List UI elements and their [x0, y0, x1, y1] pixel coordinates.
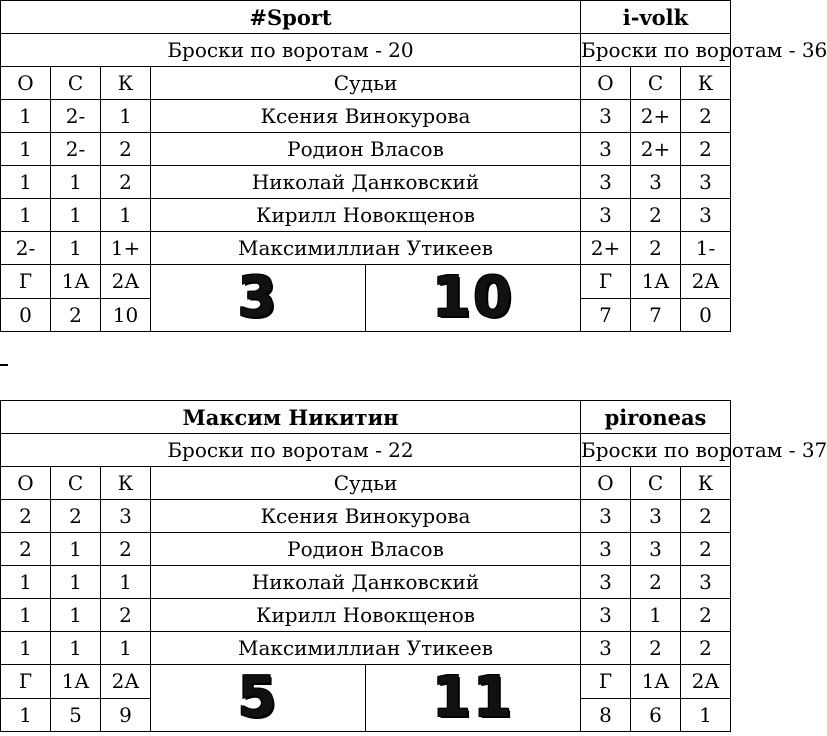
score-right: 10	[432, 265, 514, 330]
left-mark: 1	[51, 566, 101, 599]
right-mark: 2+	[631, 133, 681, 166]
right-mark: 2	[681, 599, 731, 632]
left-mark: 2-	[51, 100, 101, 133]
left-mark: 1	[1, 166, 51, 199]
right-mark: 3	[681, 566, 731, 599]
stat-header-right: 2А	[681, 665, 731, 699]
left-mark: 2	[101, 533, 151, 566]
score-left-box	[151, 265, 366, 331]
left-mark: 2	[1, 500, 51, 533]
header-c-left: С	[51, 467, 101, 500]
shots-row	[1, 434, 731, 467]
left-mark: 1	[51, 599, 101, 632]
right-mark: 3	[581, 500, 631, 533]
judge-name: Николай Данковский	[151, 166, 581, 199]
header-o-right: О	[581, 467, 631, 500]
stat-value-right: 6	[631, 698, 681, 732]
judge-row	[1, 199, 731, 232]
stat-value-left: 10	[101, 298, 151, 332]
header-k-left: К	[101, 67, 151, 100]
stat-value-right: 1	[681, 698, 731, 732]
judge-row	[1, 533, 731, 566]
left-mark: 2	[101, 166, 151, 199]
right-mark: 3	[681, 199, 731, 232]
right-mark: 2	[631, 232, 681, 265]
judge-name: Кирилл Новокщенов	[151, 199, 581, 232]
right-mark: 2	[681, 133, 731, 166]
right-mark: 3	[581, 599, 631, 632]
score-right-box	[366, 265, 580, 331]
right-mark: 1-	[681, 232, 731, 265]
judge-name: Родион Власов	[151, 533, 581, 566]
shots-right: Броски по воротам - 36	[581, 34, 731, 67]
stat-header-left: 1А	[51, 265, 101, 299]
stat-value-right: 7	[631, 298, 681, 332]
header-row	[1, 67, 731, 100]
judge-name: Максимиллиан Утикеев	[151, 632, 581, 665]
stat-header-right: Г	[581, 665, 631, 699]
header-k-left: К	[101, 467, 151, 500]
header-k-right: К	[681, 467, 731, 500]
left-mark: 1	[51, 232, 101, 265]
right-mark: 2	[631, 199, 681, 232]
left-mark: 2	[101, 133, 151, 166]
team-row	[1, 401, 731, 434]
judge-row	[1, 599, 731, 632]
judge-name: Ксения Винокурова	[151, 100, 581, 133]
header-c-left: С	[51, 67, 101, 100]
right-mark: 2	[681, 500, 731, 533]
judge-row	[1, 566, 731, 599]
right-mark: 3	[631, 533, 681, 566]
scoreboard-table	[0, 400, 827, 732]
judge-row	[1, 100, 731, 133]
stat-header-right: 1А	[631, 265, 681, 299]
judge-row	[1, 232, 731, 265]
stat-header-right: Г	[581, 265, 631, 299]
left-mark: 2	[1, 533, 51, 566]
stat-header-left: 1А	[51, 665, 101, 699]
stat-value-left: 0	[1, 298, 51, 332]
right-mark: 3	[631, 166, 681, 199]
left-mark: 1	[51, 199, 101, 232]
shots-right: Броски по воротам - 37	[581, 434, 731, 467]
stat-value-left: 5	[51, 698, 101, 732]
left-mark: 2-	[51, 133, 101, 166]
left-mark: 1	[51, 632, 101, 665]
judge-row	[1, 500, 731, 533]
left-mark: 1	[1, 100, 51, 133]
left-mark: 1	[1, 632, 51, 665]
score-right: 11	[432, 665, 514, 730]
left-mark: 1	[51, 166, 101, 199]
judge-row	[1, 133, 731, 166]
left-mark: 1	[1, 133, 51, 166]
score-left-box	[151, 665, 366, 731]
left-mark: 2-	[1, 232, 51, 265]
left-mark: 2	[51, 500, 101, 533]
left-mark: 1+	[101, 232, 151, 265]
left-mark: 2	[101, 599, 151, 632]
left-mark: 1	[1, 599, 51, 632]
score-area	[151, 265, 581, 332]
left-mark: 1	[1, 199, 51, 232]
right-mark: 3	[581, 199, 631, 232]
stat-value-left: 9	[101, 698, 151, 732]
judge-row	[1, 166, 731, 199]
right-mark: 3	[581, 100, 631, 133]
stat-value-left: 1	[1, 698, 51, 732]
judge-name: Максимиллиан Утикеев	[151, 232, 581, 265]
right-mark: 2+	[631, 100, 681, 133]
right-mark: 2+	[581, 232, 631, 265]
stat-header-left: Г	[1, 665, 51, 699]
stat-header-left: 2А	[101, 265, 151, 299]
left-mark: 3	[101, 500, 151, 533]
right-mark: 3	[581, 533, 631, 566]
team-right-name: i-volk	[581, 1, 731, 34]
match-table-2	[0, 400, 827, 732]
header-k-right: К	[681, 67, 731, 100]
judge-name: Николай Данковский	[151, 566, 581, 599]
match-table-1	[0, 0, 827, 332]
right-mark: 2	[681, 100, 731, 133]
score-left: 3	[237, 265, 279, 330]
judge-name: Кирилл Новокщенов	[151, 599, 581, 632]
team-left-name: #Sport	[1, 1, 581, 34]
judge-row	[1, 632, 731, 665]
stat-header-right: 1А	[631, 665, 681, 699]
right-mark: 2	[681, 533, 731, 566]
right-mark: 3	[581, 632, 631, 665]
left-mark: 1	[101, 566, 151, 599]
team-right-name: pironeas	[581, 401, 731, 434]
right-mark: 3	[631, 500, 681, 533]
stat-header-row	[1, 665, 731, 699]
left-mark: 1	[101, 632, 151, 665]
stat-header-left: Г	[1, 265, 51, 299]
judge-name: Ксения Винокурова	[151, 500, 581, 533]
right-mark: 3	[581, 566, 631, 599]
shots-left: Броски по воротам - 20	[1, 34, 581, 67]
header-judges: Судьи	[151, 467, 581, 500]
header-judges: Судьи	[151, 67, 581, 100]
header-c-right: С	[631, 67, 681, 100]
right-mark: 2	[681, 632, 731, 665]
header-c-right: С	[631, 467, 681, 500]
score-right-box	[366, 665, 580, 731]
shots-row	[1, 34, 731, 67]
stat-value-left: 2	[51, 298, 101, 332]
left-mark: 1	[1, 566, 51, 599]
right-mark: 2	[631, 566, 681, 599]
judge-name: Родион Власов	[151, 133, 581, 166]
right-mark: 3	[681, 166, 731, 199]
score-left: 5	[237, 665, 279, 730]
team-row	[1, 1, 731, 34]
stat-value-right: 0	[681, 298, 731, 332]
stat-value-right: 8	[581, 698, 631, 732]
scoreboard-table	[0, 0, 827, 332]
left-mark: 1	[101, 100, 151, 133]
right-mark: 3	[581, 133, 631, 166]
header-o-right: О	[581, 67, 631, 100]
stat-header-left: 2А	[101, 665, 151, 699]
right-mark: 2	[631, 632, 681, 665]
right-mark: 3	[581, 166, 631, 199]
header-o-left: О	[1, 67, 51, 100]
team-left-name: Максим Никитин	[1, 401, 581, 434]
left-mark: 1	[51, 533, 101, 566]
header-row	[1, 467, 731, 500]
divider-mark	[0, 364, 8, 366]
left-mark: 1	[101, 199, 151, 232]
stat-header-row	[1, 265, 731, 299]
stat-value-right: 7	[581, 298, 631, 332]
score-area	[151, 665, 581, 732]
header-o-left: О	[1, 467, 51, 500]
stat-header-right: 2А	[681, 265, 731, 299]
shots-left: Броски по воротам - 22	[1, 434, 581, 467]
right-mark: 1	[631, 599, 681, 632]
